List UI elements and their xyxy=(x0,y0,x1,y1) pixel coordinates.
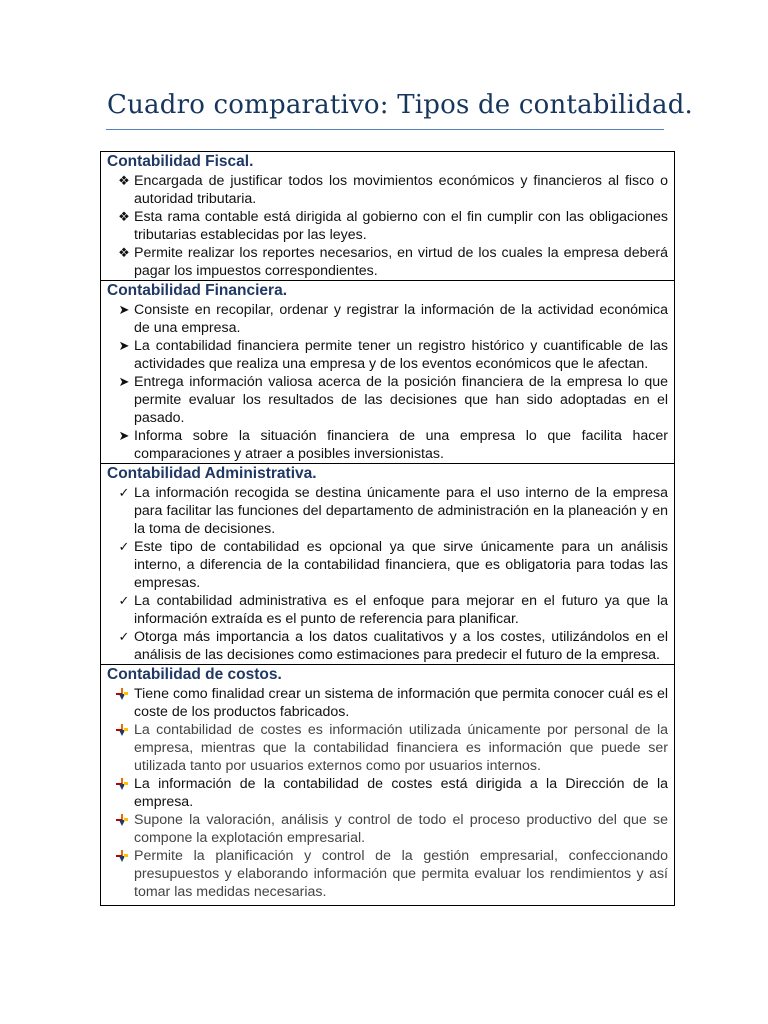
bullet-list xyxy=(107,484,668,664)
item-text: Permite realizar los reportes necesarios, en virtud de los cuales la empresa deberá pagar los impuestos correspondientes. xyxy=(134,245,668,279)
title-underline xyxy=(106,129,664,130)
list-item xyxy=(107,208,668,244)
section-heading: Contabilidad Fiscal. xyxy=(107,153,254,170)
page-title: Cuadro comparativo: Tipos de contabilidad. xyxy=(107,90,694,120)
item-text: La información recogida se destina únicamente para el uso interno de la empresa para facilitar las funciones del departamento de administración en la planeación y en la toma de decisiones. xyxy=(134,485,668,537)
colored-arrow-bullet-icon xyxy=(116,688,128,700)
list-item xyxy=(107,628,668,664)
diamond-bullet-icon: ❖ xyxy=(118,245,130,260)
item-text: Entrega información valiosa acerca de la posición financiera de la empresa lo que permite evaluar los resultados de las decisiones que han sido adoptadas en el pasado. xyxy=(134,374,668,426)
colored-arrow-bullet-icon xyxy=(116,724,128,736)
item-text: Supone la valoración, análisis y control de todo el proceso productivo del que se compone la explotación empresarial. xyxy=(134,812,668,846)
list-item xyxy=(107,172,668,208)
checkmark-bullet-icon: ✓ xyxy=(118,485,130,500)
bullet-list xyxy=(107,172,668,280)
list-item xyxy=(107,592,668,628)
section-heading: Contabilidad Financiera. xyxy=(107,282,287,299)
list-item xyxy=(107,373,668,427)
item-text: Tiene como finalidad crear un sistema de información que permita conocer cuál es el coste de los productos fabricados. xyxy=(134,686,668,720)
section-heading: Contabilidad de costos. xyxy=(107,666,282,683)
section-fiscal xyxy=(101,152,674,280)
arrow-bullet-icon: ➤ xyxy=(118,302,130,317)
section-financiera xyxy=(101,280,674,463)
diamond-bullet-icon: ❖ xyxy=(118,209,130,224)
item-text: Este tipo de contabilidad es opcional ya que sirve únicamente para un análisis interno, a diferencia de la contabilidad financiera, que es obligatoria para todas las empresas. xyxy=(134,539,668,591)
item-text: Encargada de justificar todos los movimientos económicos y financieros al fisco o autoridad tributaria. xyxy=(134,173,668,207)
item-text: La contabilidad administrativa es el enfoque para mejorar en el futuro ya que la información extraída es el punto de referencia para planificar. xyxy=(134,593,668,627)
list-item xyxy=(107,538,668,592)
section-costos xyxy=(101,664,674,905)
item-text: La contabilidad financiera permite tener un registro histórico y cuantificable de las actividades que realiza una empresa y de los eventos económicos que le afectan. xyxy=(134,338,668,372)
item-text: Consiste en recopilar, ordenar y registrar la información de la actividad económica de una empresa. xyxy=(134,302,668,336)
list-item xyxy=(107,775,668,811)
item-text: Esta rama contable está dirigida al gobierno con el fin cumplir con las obligaciones tributarias establecidas por las leyes. xyxy=(134,209,668,243)
comparison-table xyxy=(100,151,675,906)
section-heading: Contabilidad Administrativa. xyxy=(107,465,317,482)
item-text: Informa sobre la situación financiera de una empresa lo que facilita hacer comparaciones y atraer a posibles inversionistas. xyxy=(134,428,668,462)
list-item xyxy=(107,244,668,280)
list-item xyxy=(107,484,668,538)
list-item xyxy=(107,427,668,463)
checkmark-bullet-icon: ✓ xyxy=(118,629,130,644)
diamond-bullet-icon: ❖ xyxy=(118,173,130,188)
list-item xyxy=(107,721,668,775)
colored-arrow-bullet-icon xyxy=(116,814,128,826)
list-item xyxy=(107,847,668,901)
item-text: Otorga más importancia a los datos cualitativos y a los costes, utilizándolos en el análisis de las decisiones como estimaciones para predecir el futuro de la empresa. xyxy=(134,629,668,663)
checkmark-bullet-icon: ✓ xyxy=(118,539,130,554)
arrow-bullet-icon: ➤ xyxy=(118,428,130,443)
colored-arrow-bullet-icon xyxy=(116,778,128,790)
bullet-list xyxy=(107,685,668,901)
item-text: La contabilidad de costes es información utilizada únicamente por personal de la empresa, mientras que la contabilidad financiera es información que puede ser utilizada tanto por usuarios externos como por usuarios internos. xyxy=(134,722,668,774)
bullet-list xyxy=(107,301,668,463)
section-administrativa xyxy=(101,463,674,664)
list-item xyxy=(107,685,668,721)
item-text: Permite la planificación y control de la gestión empresarial, confeccionando presupuestos y elaborando información que permita evaluar los rendimientos y así tomar las medidas necesarias. xyxy=(134,848,668,900)
colored-arrow-bullet-icon xyxy=(116,850,128,862)
list-item xyxy=(107,337,668,373)
list-item xyxy=(107,811,668,847)
arrow-bullet-icon: ➤ xyxy=(118,338,130,353)
checkmark-bullet-icon: ✓ xyxy=(118,593,130,608)
arrow-bullet-icon: ➤ xyxy=(118,374,130,389)
list-item xyxy=(107,301,668,337)
item-text: La información de la contabilidad de costes está dirigida a la Dirección de la empresa. xyxy=(134,776,668,810)
